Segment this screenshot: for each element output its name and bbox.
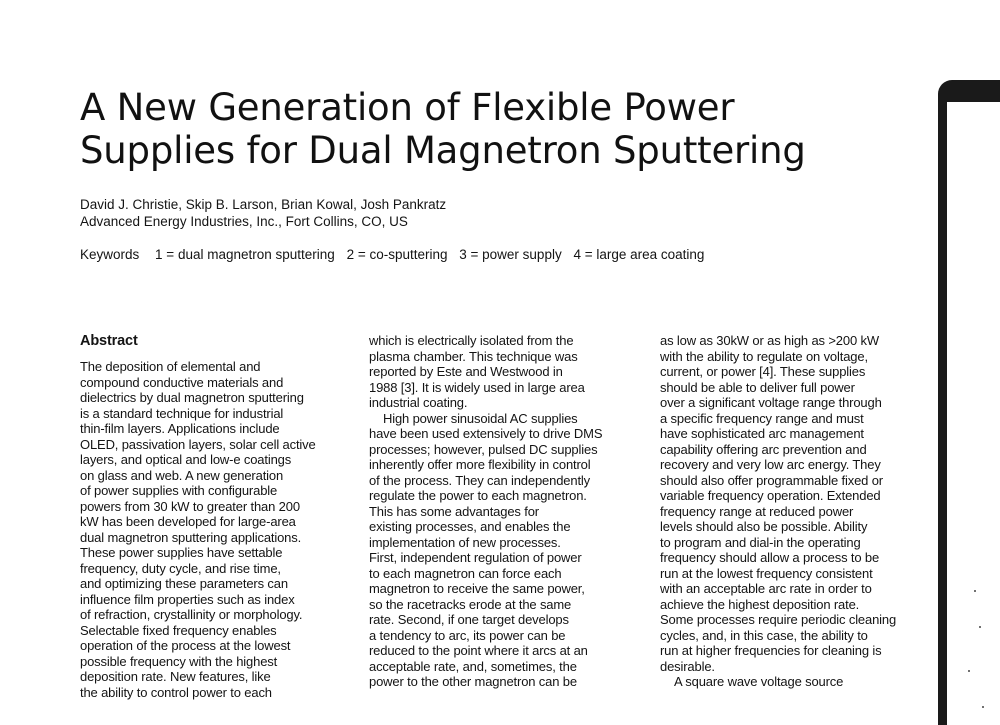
keyword-item: 3 = power supply: [459, 247, 562, 262]
title-line-1: A New Generation of Flexible Power: [80, 86, 735, 129]
keywords-label: Keywords: [80, 247, 140, 262]
text-line: recovery and very low arc energy. They: [660, 457, 881, 472]
text-line: magnetron to receive the same power,: [369, 581, 585, 596]
text-line: This has some advantages for: [369, 503, 539, 519]
text-line: with an acceptable arc rate in order to: [660, 581, 872, 596]
text-line: the ability to control power to each: [80, 684, 272, 700]
text-line: deposition rate. New features, like: [80, 669, 271, 684]
text-line: levels should also be possible. Ability: [660, 519, 868, 534]
column-2: [369, 333, 639, 690]
text-line: The deposition of elemental and: [80, 359, 261, 374]
text-line: have been used extensively to drive DMS: [369, 426, 603, 441]
text-line: reduced to the point where it arcs at an: [369, 643, 588, 658]
text-line: a tendency to arc, its power can be: [369, 627, 566, 643]
author-affiliation: Advanced Energy Industries, Inc., Fort Collins, CO, US: [80, 214, 408, 229]
text-line: OLED, passivation layers, solar cell active: [80, 436, 316, 452]
text-line: have sophisticated arc management: [660, 426, 864, 441]
scan-speck: [979, 626, 981, 628]
text-line: run at the lowest frequency consistent: [660, 565, 873, 581]
text-line: variable frequency operation. Extended: [660, 488, 881, 503]
text-line: of power supplies with configurable: [80, 483, 278, 498]
text-line: influence film properties such as index: [80, 591, 295, 607]
text-line: to each magnetron can force each: [369, 565, 562, 581]
text-line: achieve the highest deposition rate.: [660, 596, 860, 612]
text-line: existing processes, and enables the: [369, 519, 571, 534]
text-line: frequency should allow a process to be: [660, 550, 880, 565]
text-line: 1988 [3]. It is widely used in large area: [369, 379, 585, 395]
text-line: of refraction, crystallinity or morphology.: [80, 607, 303, 622]
abstract-body: [80, 359, 350, 700]
column-1: [80, 333, 350, 700]
text-line: inherently offer more flexibility in control: [369, 457, 591, 472]
text-line: frequency range at reduced power: [660, 503, 854, 519]
binding-shadow-top: [938, 80, 1000, 102]
scan-speck: [982, 706, 984, 708]
scan-speck: [968, 670, 970, 672]
text-line: should be able to deliver full power: [660, 379, 855, 395]
author-names: David J. Christie, Skip B. Larson, Brian Kowal, Josh Pankratz: [80, 197, 447, 212]
text-line: dielectrics by dual magnetron sputtering: [80, 390, 304, 405]
text-line: of the process. They can independently: [369, 472, 590, 488]
text-line: should also offer programmable fixed or: [660, 472, 883, 488]
scan-speck: [974, 590, 976, 592]
text-line: power to the other magnetron can be: [369, 674, 577, 689]
text-line: frequency, duty cycle, and rise time,: [80, 560, 281, 576]
text-line: operation of the process at the lowest: [80, 638, 291, 653]
text-line: a specific frequency range and must: [660, 410, 864, 426]
text-line: plasma chamber. This technique was: [369, 348, 578, 364]
binding-shadow: [938, 94, 947, 725]
text-line: reported by Este and Westwood in: [369, 364, 563, 379]
text-line: powers from 30 kW to greater than 200: [80, 498, 300, 514]
text-line: acceptable rate, and, sometimes, the: [369, 658, 577, 674]
text-line: capability offering arc prevention and: [660, 441, 867, 457]
column-3: [660, 333, 930, 690]
text-line: with the ability to regulate on voltage,: [660, 348, 868, 364]
text-line: Some processes require periodic cleaning: [660, 612, 897, 627]
text-line: thin-film layers. Applications include: [80, 421, 280, 436]
text-line: possible frequency with the highest: [80, 653, 278, 669]
text-line: which is electrically isolated from the: [369, 333, 574, 348]
text-line: High power sinusoidal AC supplies: [383, 410, 578, 426]
text-line: as low as 30kW or as high as >200 kW: [660, 333, 879, 348]
text-line: A square wave voltage source: [674, 674, 844, 689]
text-line: so the racetracks erode at the same: [369, 596, 572, 612]
keyword-item: 1 = dual magnetron sputtering: [155, 247, 335, 262]
author-block: [80, 196, 446, 230]
text-line: industrial coating.: [369, 395, 468, 410]
text-line: layers, and optical and low-e coatings: [80, 452, 292, 467]
text-line: run at higher frequencies for cleaning is: [660, 643, 882, 658]
text-line: cycles, and, in this case, the ability to: [660, 627, 868, 643]
keyword-item: 2 = co-sputtering: [346, 247, 448, 262]
text-line: processes; however, pulsed DC supplies: [369, 441, 598, 457]
paper-title: [80, 86, 900, 172]
text-line: desirable.: [660, 658, 715, 674]
abstract-heading: Abstract: [80, 333, 138, 349]
text-line: compound conductive materials and: [80, 374, 284, 390]
text-line: First, independent regulation of power: [369, 550, 582, 565]
text-line: to program and dial-in the operating: [660, 534, 861, 550]
text-line: current, or power [4]. These supplies: [660, 364, 866, 379]
text-line: regulate the power to each magnetron.: [369, 488, 587, 503]
text-line: dual magnetron sputtering applications.: [80, 529, 302, 545]
text-line: These power supplies have settable: [80, 545, 283, 560]
text-line: is a standard technique for industrial: [80, 405, 284, 421]
text-line: over a significant voltage range through: [660, 395, 882, 410]
text-line: and optimizing these parameters can: [80, 576, 288, 591]
text-line: kW has been developed for large-area: [80, 514, 296, 529]
keywords-line: [80, 246, 712, 263]
keyword-item: 4 = large area coating: [573, 247, 705, 262]
title-line-2: Supplies for Dual Magnetron Sputtering: [80, 129, 806, 172]
text-line: rate. Second, if one target develops: [369, 612, 569, 627]
text-line: Selectable fixed frequency enables: [80, 622, 277, 638]
text-line: implementation of new processes.: [369, 534, 561, 550]
text-line: on glass and web. A new generation: [80, 467, 284, 483]
scan-binding-edge: [938, 80, 1000, 725]
